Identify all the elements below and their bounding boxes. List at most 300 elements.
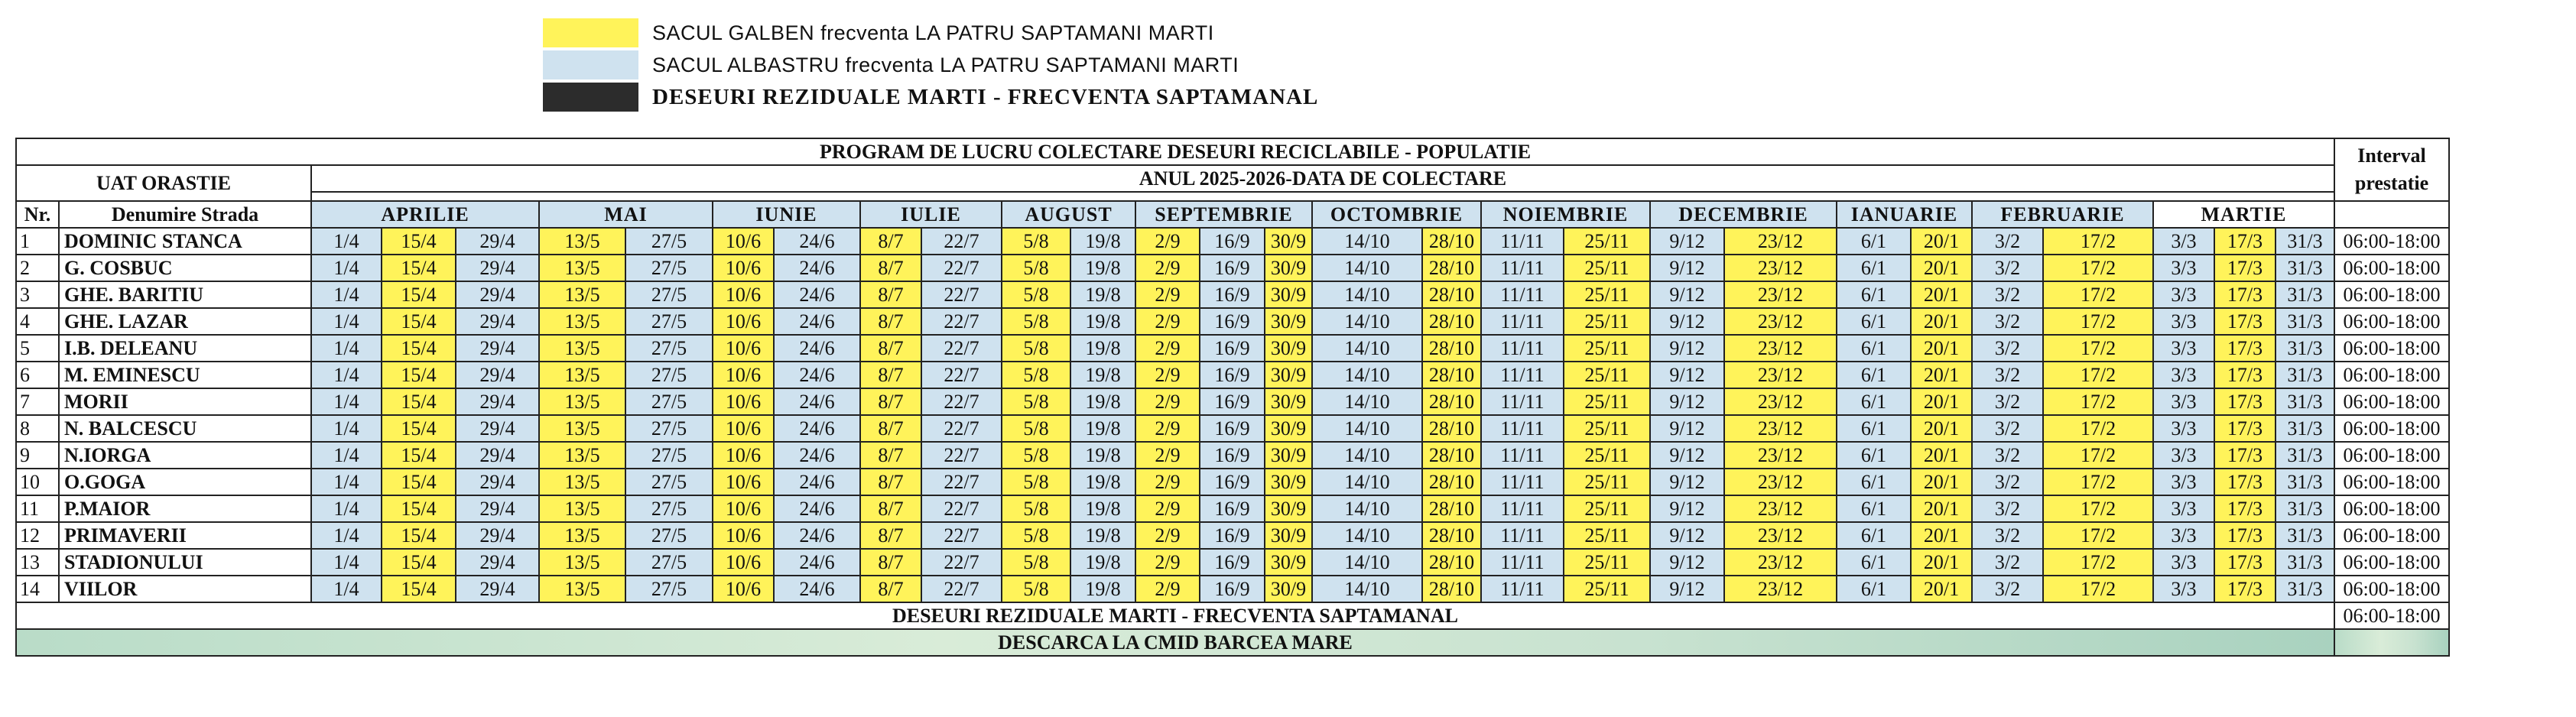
collection-date: 16/9 <box>1200 495 1265 522</box>
collection-date: 24/6 <box>774 522 860 549</box>
collection-date: 22/7 <box>921 388 1002 415</box>
collection-date: 14/10 <box>1312 228 1422 255</box>
collection-date: 19/8 <box>1070 388 1135 415</box>
collection-date: 3/3 <box>2153 495 2214 522</box>
collection-date: 25/11 <box>1564 469 1650 495</box>
collection-date: 24/6 <box>774 388 860 415</box>
collection-date: 5/8 <box>1002 549 1070 576</box>
collection-date: 22/7 <box>921 469 1002 495</box>
collection-date: 6/1 <box>1837 549 1911 576</box>
collection-date: 9/12 <box>1650 469 1724 495</box>
collection-date: 29/4 <box>456 388 539 415</box>
collection-date: 15/4 <box>382 308 456 335</box>
collection-date: 30/9 <box>1265 308 1312 335</box>
collection-date: 11/11 <box>1481 335 1564 362</box>
collection-date: 20/1 <box>1911 362 1972 388</box>
collection-date: 2/9 <box>1135 281 1200 308</box>
table-row <box>16 576 2449 602</box>
month-header: MAI <box>539 201 713 228</box>
collection-date: 1/4 <box>311 442 382 469</box>
collection-date: 2/9 <box>1135 522 1200 549</box>
collection-date: 8/7 <box>860 255 921 281</box>
collection-date: 17/2 <box>2043 281 2153 308</box>
collection-date: 3/2 <box>1972 281 2043 308</box>
collection-date: 27/5 <box>625 415 713 442</box>
street-name: P.MAIOR <box>59 495 311 522</box>
collection-date: 9/12 <box>1650 522 1724 549</box>
collection-date: 23/12 <box>1724 442 1837 469</box>
collection-date: 13/5 <box>539 522 625 549</box>
collection-date: 8/7 <box>860 415 921 442</box>
table-row <box>16 522 2449 549</box>
collection-date: 6/1 <box>1837 442 1911 469</box>
collection-date: 5/8 <box>1002 308 1070 335</box>
collection-date: 14/10 <box>1312 388 1422 415</box>
collection-date: 3/3 <box>2153 469 2214 495</box>
collection-date: 5/8 <box>1002 576 1070 602</box>
legend-text-blue: SACUL ALBASTRU frecventa LA PATRU SAPTAMANI MARTI <box>652 53 1239 76</box>
collection-date: 30/9 <box>1265 469 1312 495</box>
collection-date: 1/4 <box>311 335 382 362</box>
collection-date: 17/3 <box>2214 442 2276 469</box>
collection-date: 10/6 <box>713 522 774 549</box>
legend-row-blue <box>543 49 1318 81</box>
table-subtitle: ANUL 2025-2026-DATA DE COLECTARE <box>311 165 2334 192</box>
collection-date: 5/8 <box>1002 335 1070 362</box>
collection-date: 1/4 <box>311 469 382 495</box>
collection-date: 29/4 <box>456 522 539 549</box>
collection-date: 15/4 <box>382 549 456 576</box>
collection-date: 28/10 <box>1422 308 1481 335</box>
row-number: 9 <box>16 442 59 469</box>
collection-date: 8/7 <box>860 362 921 388</box>
collection-date: 6/1 <box>1837 362 1911 388</box>
collection-date: 20/1 <box>1911 522 1972 549</box>
collection-date: 11/11 <box>1481 442 1564 469</box>
collection-date: 20/1 <box>1911 388 1972 415</box>
collection-date: 23/12 <box>1724 335 1837 362</box>
collection-date: 9/12 <box>1650 576 1724 602</box>
collection-date: 14/10 <box>1312 469 1422 495</box>
collection-date: 28/10 <box>1422 388 1481 415</box>
table-row <box>16 362 2449 388</box>
collection-date: 6/1 <box>1837 255 1911 281</box>
collection-date: 17/2 <box>2043 549 2153 576</box>
collection-date: 27/5 <box>625 308 713 335</box>
collection-date: 27/5 <box>625 228 713 255</box>
collection-date: 25/11 <box>1564 362 1650 388</box>
collection-date: 13/5 <box>539 281 625 308</box>
collection-date: 14/10 <box>1312 362 1422 388</box>
collection-date: 31/3 <box>2276 335 2334 362</box>
collection-date: 13/5 <box>539 549 625 576</box>
collection-date: 11/11 <box>1481 576 1564 602</box>
interval-value: 06:00-18:00 <box>2334 228 2449 255</box>
collection-date: 2/9 <box>1135 255 1200 281</box>
row-number: 3 <box>16 281 59 308</box>
collection-date: 8/7 <box>860 576 921 602</box>
footer-discharge-row <box>16 629 2449 656</box>
collection-date: 3/2 <box>1972 469 2043 495</box>
collection-date: 10/6 <box>713 362 774 388</box>
collection-date: 16/9 <box>1200 362 1265 388</box>
collection-date: 31/3 <box>2276 362 2334 388</box>
collection-date: 17/2 <box>2043 576 2153 602</box>
interval-value: 06:00-18:00 <box>2334 388 2449 415</box>
collection-date: 5/8 <box>1002 255 1070 281</box>
collection-date: 11/11 <box>1481 522 1564 549</box>
collection-date: 20/1 <box>1911 576 1972 602</box>
collection-date: 3/3 <box>2153 228 2214 255</box>
collection-date: 24/6 <box>774 495 860 522</box>
collection-date: 25/11 <box>1564 228 1650 255</box>
collection-date: 1/4 <box>311 549 382 576</box>
street-name: N.IORGA <box>59 442 311 469</box>
collection-date: 6/1 <box>1837 495 1911 522</box>
collection-date: 31/3 <box>2276 388 2334 415</box>
row-number: 5 <box>16 335 59 362</box>
collection-date: 1/4 <box>311 228 382 255</box>
collection-date: 6/1 <box>1837 228 1911 255</box>
interval-header-spacer <box>2334 201 2449 228</box>
table-row <box>16 308 2449 335</box>
collection-date: 24/6 <box>774 469 860 495</box>
collection-date: 24/6 <box>774 442 860 469</box>
interval-header: Interval prestatie <box>2334 138 2449 201</box>
month-header: FEBRUARIE <box>1972 201 2153 228</box>
collection-date: 17/2 <box>2043 255 2153 281</box>
nr-header: Nr. <box>16 201 59 228</box>
street-name: DOMINIC STANCA <box>59 228 311 255</box>
collection-date: 29/4 <box>456 335 539 362</box>
collection-date: 2/9 <box>1135 549 1200 576</box>
collection-date: 29/4 <box>456 415 539 442</box>
collection-date: 1/4 <box>311 576 382 602</box>
collection-date: 25/11 <box>1564 522 1650 549</box>
collection-date: 30/9 <box>1265 362 1312 388</box>
collection-date: 2/9 <box>1135 495 1200 522</box>
collection-date: 20/1 <box>1911 255 1972 281</box>
collection-date: 10/6 <box>713 549 774 576</box>
collection-date: 24/6 <box>774 281 860 308</box>
collection-date: 8/7 <box>860 281 921 308</box>
collection-date: 13/5 <box>539 362 625 388</box>
table-row <box>16 335 2449 362</box>
collection-date: 24/6 <box>774 576 860 602</box>
month-header: AUGUST <box>1002 201 1135 228</box>
title-row <box>16 138 2449 165</box>
collection-date: 14/10 <box>1312 415 1422 442</box>
month-header: IANUARIE <box>1837 201 1972 228</box>
collection-date: 23/12 <box>1724 308 1837 335</box>
collection-date: 28/10 <box>1422 335 1481 362</box>
collection-date: 3/3 <box>2153 281 2214 308</box>
collection-date: 13/5 <box>539 576 625 602</box>
collection-date: 29/4 <box>456 442 539 469</box>
collection-date: 23/12 <box>1724 388 1837 415</box>
table-row <box>16 469 2449 495</box>
collection-date: 11/11 <box>1481 495 1564 522</box>
collection-date: 17/2 <box>2043 522 2153 549</box>
collection-date: 29/4 <box>456 549 539 576</box>
collection-date: 29/4 <box>456 255 539 281</box>
collection-date: 2/9 <box>1135 415 1200 442</box>
collection-date: 15/4 <box>382 522 456 549</box>
street-name: PRIMAVERII <box>59 522 311 549</box>
row-number: 14 <box>16 576 59 602</box>
collection-date: 11/11 <box>1481 362 1564 388</box>
row-number: 10 <box>16 469 59 495</box>
uat-label: UAT ORASTIE <box>16 165 311 201</box>
collection-date: 29/4 <box>456 308 539 335</box>
row-number: 8 <box>16 415 59 442</box>
collection-date: 25/11 <box>1564 415 1650 442</box>
collection-date: 9/12 <box>1650 362 1724 388</box>
interval-value: 06:00-18:00 <box>2334 335 2449 362</box>
legend <box>543 17 1318 113</box>
collection-date: 10/6 <box>713 281 774 308</box>
collection-date: 17/3 <box>2214 255 2276 281</box>
street-name: O.GOGA <box>59 469 311 495</box>
collection-date: 17/3 <box>2214 576 2276 602</box>
collection-date: 20/1 <box>1911 228 1972 255</box>
collection-date: 17/3 <box>2214 335 2276 362</box>
collection-date: 20/1 <box>1911 442 1972 469</box>
collection-date: 30/9 <box>1265 415 1312 442</box>
collection-date: 3/3 <box>2153 549 2214 576</box>
collection-date: 31/3 <box>2276 308 2334 335</box>
collection-date: 23/12 <box>1724 228 1837 255</box>
collection-date: 3/2 <box>1972 549 2043 576</box>
collection-date: 9/12 <box>1650 255 1724 281</box>
collection-date: 19/8 <box>1070 255 1135 281</box>
collection-date: 15/4 <box>382 388 456 415</box>
table-row <box>16 255 2449 281</box>
collection-date: 31/3 <box>2276 255 2334 281</box>
collection-date: 17/3 <box>2214 281 2276 308</box>
collection-date: 8/7 <box>860 469 921 495</box>
collection-date: 6/1 <box>1837 522 1911 549</box>
collection-date: 8/7 <box>860 388 921 415</box>
collection-date: 17/3 <box>2214 228 2276 255</box>
collection-date: 5/8 <box>1002 469 1070 495</box>
collection-date: 9/12 <box>1650 308 1724 335</box>
collection-date: 17/3 <box>2214 388 2276 415</box>
collection-date: 30/9 <box>1265 335 1312 362</box>
row-number: 4 <box>16 308 59 335</box>
collection-date: 6/1 <box>1837 335 1911 362</box>
collection-date: 20/1 <box>1911 415 1972 442</box>
collection-date: 3/3 <box>2153 335 2214 362</box>
collection-date: 15/4 <box>382 362 456 388</box>
collection-date: 16/9 <box>1200 308 1265 335</box>
collection-date: 6/1 <box>1837 308 1911 335</box>
collection-date: 9/12 <box>1650 228 1724 255</box>
collection-date: 8/7 <box>860 228 921 255</box>
row-number: 11 <box>16 495 59 522</box>
collection-date: 9/12 <box>1650 442 1724 469</box>
month-header: NOIEMBRIE <box>1481 201 1650 228</box>
collection-date: 25/11 <box>1564 281 1650 308</box>
collection-date: 17/3 <box>2214 469 2276 495</box>
collection-date: 14/10 <box>1312 442 1422 469</box>
month-header: OCTOMBRIE <box>1312 201 1481 228</box>
table-row <box>16 415 2449 442</box>
street-name: VIILOR <box>59 576 311 602</box>
collection-date: 17/2 <box>2043 442 2153 469</box>
table-row <box>16 388 2449 415</box>
collection-date: 22/7 <box>921 522 1002 549</box>
collection-date: 11/11 <box>1481 308 1564 335</box>
footer-interval: 06:00-18:00 <box>2334 602 2449 629</box>
collection-date: 1/4 <box>311 281 382 308</box>
collection-date: 13/5 <box>539 442 625 469</box>
collection-date: 24/6 <box>774 415 860 442</box>
collection-date: 10/6 <box>713 228 774 255</box>
collection-date: 14/10 <box>1312 255 1422 281</box>
collection-date: 20/1 <box>1911 549 1972 576</box>
collection-date: 31/3 <box>2276 549 2334 576</box>
collection-date: 27/5 <box>625 442 713 469</box>
collection-date: 27/5 <box>625 495 713 522</box>
collection-date: 22/7 <box>921 549 1002 576</box>
street-name: STADIONULUI <box>59 549 311 576</box>
collection-date: 1/4 <box>311 415 382 442</box>
collection-date: 3/2 <box>1972 576 2043 602</box>
interval-value: 06:00-18:00 <box>2334 281 2449 308</box>
collection-date: 14/10 <box>1312 281 1422 308</box>
collection-date: 16/9 <box>1200 576 1265 602</box>
collection-date: 16/9 <box>1200 228 1265 255</box>
collection-date: 19/8 <box>1070 362 1135 388</box>
table-row <box>16 281 2449 308</box>
collection-date: 9/12 <box>1650 335 1724 362</box>
collection-date: 24/6 <box>774 549 860 576</box>
legend-text-residual: DESEURI REZIDUALE MARTI - FRECVENTA SAPTAMANAL <box>652 84 1319 109</box>
collection-date: 10/6 <box>713 442 774 469</box>
row-number: 12 <box>16 522 59 549</box>
collection-date: 16/9 <box>1200 281 1265 308</box>
black-swatch <box>543 83 638 112</box>
collection-date: 1/4 <box>311 308 382 335</box>
collection-date: 17/2 <box>2043 308 2153 335</box>
collection-date: 28/10 <box>1422 442 1481 469</box>
collection-date: 31/3 <box>2276 228 2334 255</box>
yellow-swatch <box>543 18 638 47</box>
collection-date: 19/8 <box>1070 335 1135 362</box>
collection-date: 27/5 <box>625 335 713 362</box>
collection-date: 24/6 <box>774 228 860 255</box>
collection-date: 15/4 <box>382 415 456 442</box>
interval-value: 06:00-18:00 <box>2334 415 2449 442</box>
collection-date: 16/9 <box>1200 469 1265 495</box>
collection-date: 5/8 <box>1002 522 1070 549</box>
collection-date: 16/9 <box>1200 415 1265 442</box>
collection-date: 3/3 <box>2153 308 2214 335</box>
street-name: MORII <box>59 388 311 415</box>
street-name: N. BALCESCU <box>59 415 311 442</box>
collection-date: 28/10 <box>1422 576 1481 602</box>
collection-date: 22/7 <box>921 228 1002 255</box>
blue-swatch <box>543 50 638 79</box>
collection-date: 11/11 <box>1481 255 1564 281</box>
collection-date: 19/8 <box>1070 415 1135 442</box>
interval-value: 06:00-18:00 <box>2334 308 2449 335</box>
collection-date: 30/9 <box>1265 442 1312 469</box>
collection-date: 17/3 <box>2214 522 2276 549</box>
collection-date: 5/8 <box>1002 388 1070 415</box>
legend-text-yellow: SACUL GALBEN frecventa LA PATRU SAPTAMANI MARTI <box>652 21 1214 44</box>
collection-date: 6/1 <box>1837 388 1911 415</box>
collection-date: 3/3 <box>2153 362 2214 388</box>
collection-date: 16/9 <box>1200 388 1265 415</box>
collection-date: 3/2 <box>1972 255 2043 281</box>
street-name: GHE. LAZAR <box>59 308 311 335</box>
collection-date: 13/5 <box>539 388 625 415</box>
street-name: I.B. DELEANU <box>59 335 311 362</box>
month-header: IULIE <box>860 201 1002 228</box>
collection-date: 25/11 <box>1564 442 1650 469</box>
collection-date: 23/12 <box>1724 362 1837 388</box>
collection-date: 14/10 <box>1312 335 1422 362</box>
collection-date: 1/4 <box>311 522 382 549</box>
collection-date: 28/10 <box>1422 415 1481 442</box>
collection-date: 10/6 <box>713 388 774 415</box>
collection-date: 8/7 <box>860 522 921 549</box>
month-header: MARTIE <box>2153 201 2334 228</box>
collection-date: 15/4 <box>382 495 456 522</box>
collection-date: 17/3 <box>2214 495 2276 522</box>
collection-date: 6/1 <box>1837 469 1911 495</box>
table-row <box>16 228 2449 255</box>
collection-date: 5/8 <box>1002 415 1070 442</box>
collection-date: 27/5 <box>625 362 713 388</box>
table-row <box>16 549 2449 576</box>
collection-date: 3/2 <box>1972 415 2043 442</box>
collection-date: 20/1 <box>1911 308 1972 335</box>
collection-date: 29/4 <box>456 281 539 308</box>
collection-date: 15/4 <box>382 255 456 281</box>
collection-date: 23/12 <box>1724 469 1837 495</box>
month-header: APRILIE <box>311 201 539 228</box>
collection-date: 13/5 <box>539 495 625 522</box>
collection-date: 23/12 <box>1724 549 1837 576</box>
footer-discharge-end <box>2334 629 2449 656</box>
collection-date: 8/7 <box>860 442 921 469</box>
street-name: G. COSBUC <box>59 255 311 281</box>
collection-date: 16/9 <box>1200 255 1265 281</box>
collection-date: 29/4 <box>456 576 539 602</box>
subtitle-spacer <box>311 192 2334 201</box>
collection-date: 11/11 <box>1481 388 1564 415</box>
footer-residual-row <box>16 602 2449 629</box>
collection-date: 10/6 <box>713 495 774 522</box>
collection-date: 14/10 <box>1312 549 1422 576</box>
legend-row-residual <box>543 81 1318 113</box>
collection-date: 8/7 <box>860 335 921 362</box>
collection-date: 20/1 <box>1911 469 1972 495</box>
collection-date: 27/5 <box>625 255 713 281</box>
collection-date: 17/2 <box>2043 469 2153 495</box>
collection-date: 27/5 <box>625 522 713 549</box>
collection-date: 17/3 <box>2214 362 2276 388</box>
collection-date: 31/3 <box>2276 469 2334 495</box>
legend-row-yellow <box>543 17 1318 49</box>
row-number: 13 <box>16 549 59 576</box>
collection-date: 22/7 <box>921 442 1002 469</box>
collection-date: 19/8 <box>1070 576 1135 602</box>
interval-value: 06:00-18:00 <box>2334 495 2449 522</box>
